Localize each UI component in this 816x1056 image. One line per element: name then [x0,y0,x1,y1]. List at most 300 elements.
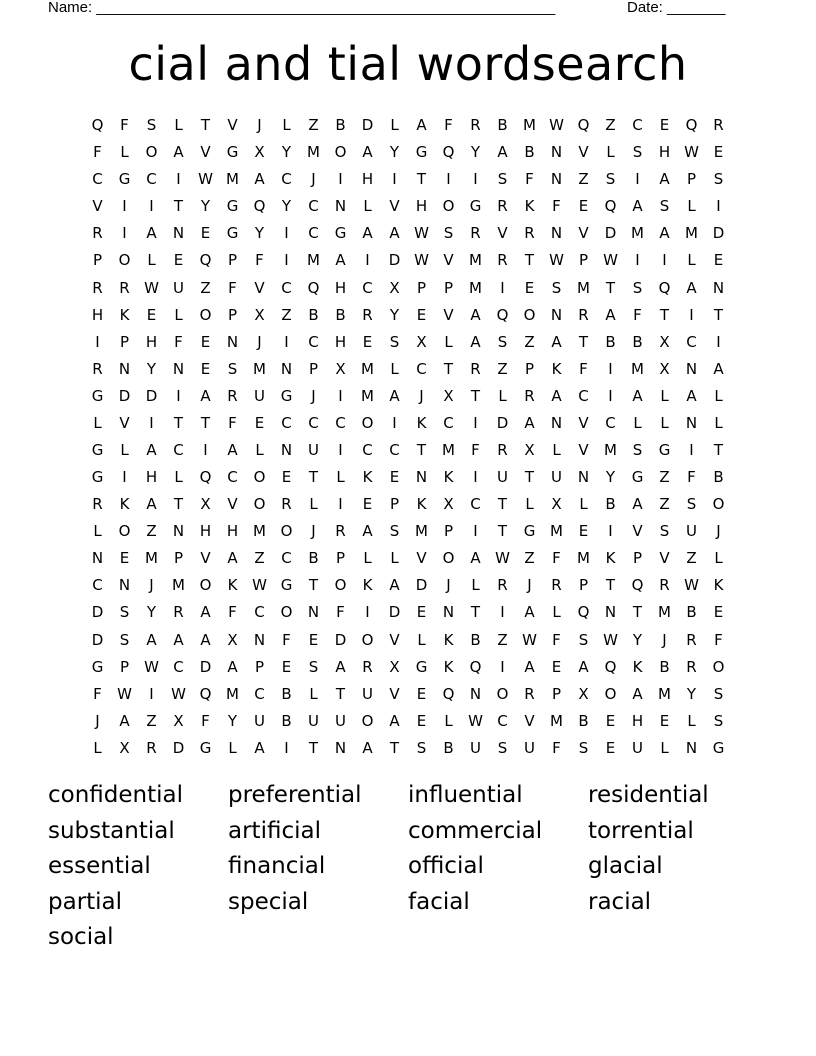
grid-letter: I [176,386,181,405]
grid-letter: T [605,278,616,297]
grid-letter: L [714,413,723,432]
grid-letter: W [198,170,213,189]
grid-letter: M [631,224,644,243]
grid-letter: V [389,630,400,649]
grid-letter: P [92,251,103,270]
grid-letter: Z [578,170,589,189]
grid-row [84,302,732,329]
grid-letter: D [118,386,131,405]
grid-letter: U [173,278,184,297]
grid-letter: Z [659,495,670,514]
grid-letter: Q [469,657,482,676]
word-item: influential [408,782,523,808]
grid-letter: A [119,711,130,730]
grid-letter: V [119,413,130,432]
grid-letter: S [146,116,157,135]
grid-letter: V [389,197,400,216]
grid-letter: O [199,576,212,595]
grid-letter: C [308,332,319,351]
grid-row [84,329,732,356]
grid-letter: R [119,278,130,297]
grid-letter: W [117,684,132,703]
grid-row [84,491,732,518]
grid-letter: G [280,386,293,405]
grid-letter: B [713,468,724,487]
grid-letter: D [415,576,428,595]
grid-letter: O [334,143,347,162]
grid-letter: A [713,359,724,378]
grid-letter: I [338,440,343,459]
grid-letter: D [334,630,347,649]
grid-letter: O [334,576,347,595]
grid-letter: E [416,684,427,703]
grid-letter: J [446,576,451,595]
grid-letter: B [335,305,346,324]
grid-letter: J [662,630,667,649]
grid-letter: I [392,170,397,189]
grid-letter: A [362,224,373,243]
grid-letter: W [414,251,429,270]
grid-letter: Z [524,332,535,351]
grid-letter: L [552,603,561,622]
grid-letter: T [200,413,211,432]
grid-letter: A [605,305,616,324]
grid-letter: M [469,251,482,270]
grid-letter: D [91,603,104,622]
grid-letter: Q [199,684,212,703]
grid-letter: E [713,603,724,622]
grid-letter: L [525,495,534,514]
grid-letter: L [687,197,696,216]
grid-letter: T [173,413,184,432]
grid-letter: D [91,630,104,649]
grid-letter: A [362,738,373,757]
grid-letter: L [93,413,102,432]
grid-letter: R [578,305,589,324]
grid-letter: I [284,738,289,757]
grid-letter: R [92,224,103,243]
grid-letter: R [497,251,508,270]
grid-letter: E [713,143,724,162]
grid-letter: U [308,440,319,459]
grid-letter: K [551,359,562,378]
grid-letter: L [552,440,561,459]
grid-letter: N [307,603,320,622]
date-field-label: Date: _______ [627,0,726,16]
grid-letter: U [686,522,697,541]
grid-letter: S [551,278,562,297]
grid-letter: S [389,522,400,541]
grid-letter: C [389,440,400,459]
grid-letter: A [389,224,400,243]
grid-letter: V [92,197,103,216]
grid-letter: C [281,170,292,189]
grid-letter: V [227,116,238,135]
grid-letter: I [284,332,289,351]
grid-letter: M [145,549,158,568]
grid-letter: X [524,440,535,459]
grid-letter: A [497,143,508,162]
grid-letter: A [578,657,589,676]
grid-letter: I [635,251,640,270]
grid-letter: K [227,576,238,595]
grid-letter: P [308,359,319,378]
grid-letter: T [659,305,670,324]
grid-letter: X [416,332,427,351]
grid-letter: B [281,711,292,730]
grid-letter: A [146,440,157,459]
grid-letter: K [632,657,643,676]
grid-letter: S [659,522,670,541]
grid-letter: Q [91,116,104,135]
grid-letter: A [146,224,157,243]
grid-letter: E [659,116,670,135]
grid-letter: E [659,711,670,730]
grid-letter: N [550,413,563,432]
grid-letter: N [469,684,482,703]
grid-letter: N [712,278,725,297]
grid-row [84,112,732,139]
grid-letter: M [658,603,671,622]
grid-letter: I [473,522,478,541]
grid-letter: L [228,738,237,757]
grid-letter: F [552,738,561,757]
grid-letter: N [550,305,563,324]
grid-letter: Q [442,143,455,162]
grid-letter: H [631,711,644,730]
grid-letter: I [176,170,181,189]
grid-letter: N [685,738,698,757]
grid-letter: C [497,711,508,730]
grid-letter: F [633,305,642,324]
grid-letter: T [578,332,589,351]
grid-letter: I [500,657,505,676]
grid-letter: C [146,170,157,189]
word-item: confidential [48,782,184,808]
grid-letter: G [523,522,536,541]
grid-letter: P [335,549,346,568]
word-list [48,778,788,956]
grid-letter: Y [632,630,643,649]
grid-letter: R [227,386,238,405]
grid-letter: C [416,359,427,378]
grid-letter: O [712,495,725,514]
grid-letter: T [443,359,454,378]
grid-letter: L [390,116,399,135]
grid-letter: N [685,413,698,432]
grid-letter: V [200,143,211,162]
grid-letter: L [714,386,723,405]
grid-letter: L [498,386,507,405]
grid-letter: Z [524,549,535,568]
grid-letter: D [145,386,158,405]
grid-letter: L [93,738,102,757]
grid-letter: X [227,630,238,649]
grid-letter: J [257,116,262,135]
grid-letter: L [255,440,264,459]
grid-letter: Y [605,468,616,487]
grid-letter: X [389,278,400,297]
grid-letter: E [200,332,211,351]
grid-letter: S [713,684,724,703]
grid-letter: L [120,143,129,162]
grid-letter: L [390,549,399,568]
grid-letter: W [414,224,429,243]
grid-letter: R [92,359,103,378]
grid-letter: Y [200,197,211,216]
grid-row [84,681,732,708]
grid-letter: P [551,684,562,703]
grid-letter: B [524,143,535,162]
grid-letter: S [713,170,724,189]
grid-letter: Z [497,359,508,378]
grid-letter: D [361,116,374,135]
letter-grid [84,112,732,762]
grid-letter: I [122,197,127,216]
grid-letter: S [119,603,130,622]
grid-letter: R [335,522,346,541]
grid-letter: E [254,413,265,432]
grid-letter: W [603,630,618,649]
grid-letter: I [392,413,397,432]
grid-letter: O [442,197,455,216]
grid-letter: V [416,549,427,568]
grid-letter: C [254,603,265,622]
grid-letter: D [604,224,617,243]
grid-letter: R [524,224,535,243]
grid-letter: X [443,495,454,514]
grid-letter: H [334,278,347,297]
grid-letter: G [118,170,131,189]
grid-letter: D [388,603,401,622]
grid-letter: F [444,116,453,135]
grid-letter: R [686,657,697,676]
grid-letter: K [605,549,616,568]
word-item: special [228,888,309,915]
grid-letter: I [365,251,370,270]
grid-letter: Q [658,278,671,297]
grid-letter: E [362,332,373,351]
word-item: financial [228,853,326,879]
grid-letter: M [415,522,428,541]
grid-letter: E [578,197,589,216]
grid-row [84,518,732,545]
grid-letter: Z [281,305,292,324]
grid-letter: A [335,657,346,676]
grid-letter: F [228,413,237,432]
grid-letter: S [632,440,643,459]
word-item: social [48,924,114,950]
grid-letter: K [443,468,454,487]
grid-letter: X [200,495,211,514]
word-item: glacial [588,853,663,879]
grid-letter: P [578,576,589,595]
word-item: residential [588,782,709,808]
grid-letter: J [311,170,316,189]
grid-row [84,139,732,166]
grid-letter: H [145,468,158,487]
word-item: official [408,853,484,879]
grid-letter: A [632,386,643,405]
grid-letter: T [200,116,211,135]
word-list-row [48,849,788,885]
grid-letter: P [389,495,400,514]
grid-letter: V [578,413,589,432]
grid-letter: A [362,143,373,162]
grid-letter: T [173,197,184,216]
grid-letter: J [419,386,424,405]
grid-letter: I [95,332,100,351]
grid-letter: M [550,522,563,541]
grid-letter: S [632,278,643,297]
grid-letter: G [226,197,239,216]
grid-letter: E [578,522,589,541]
grid-letter: Z [686,549,697,568]
grid-letter: N [91,549,104,568]
grid-letter: Q [577,116,590,135]
grid-letter: H [334,332,347,351]
grid-letter: Z [146,522,157,541]
grid-letter: P [173,549,184,568]
grid-letter: N [118,576,131,595]
grid-letter: M [172,576,185,595]
grid-letter: H [415,197,428,216]
grid-letter: U [470,738,481,757]
grid-letter: P [227,251,238,270]
grid-letter: A [551,386,562,405]
grid-letter: N [550,143,563,162]
grid-letter: A [470,305,481,324]
grid-letter: M [442,440,455,459]
word-item: commercial [408,817,543,844]
grid-letter: N [118,359,131,378]
grid-letter: L [444,332,453,351]
grid-letter: R [497,440,508,459]
grid-letter: C [362,440,373,459]
word-item: facial [408,888,470,915]
grid-letter: A [173,143,184,162]
grid-letter: B [605,495,616,514]
grid-letter: M [361,386,374,405]
grid-letter: I [500,278,505,297]
grid-letter: Q [307,278,320,297]
grid-letter: T [497,522,508,541]
word-list-row [48,778,788,814]
grid-letter: M [307,251,320,270]
grid-letter: N [442,603,455,622]
grid-letter: H [91,305,104,324]
page-title: cial and tial wordsearch [128,37,688,91]
grid-letter: Y [146,359,157,378]
grid-letter: L [471,576,480,595]
grid-letter: Q [442,684,455,703]
grid-letter: B [335,116,346,135]
grid-letter: L [282,116,291,135]
grid-letter: C [632,116,643,135]
grid-letter: T [524,468,535,487]
grid-letter: E [524,278,535,297]
grid-letter: L [147,251,156,270]
grid-letter: E [551,657,562,676]
grid-letter: O [361,711,374,730]
grid-letter: C [578,386,589,405]
grid-letter: W [549,116,564,135]
grid-letter: A [254,738,265,757]
grid-letter: A [686,278,697,297]
grid-letter: S [497,738,508,757]
grid-letter: E [605,711,616,730]
grid-letter: V [200,549,211,568]
grid-letter: T [605,576,616,595]
grid-letter: U [254,386,265,405]
grid-letter: L [390,359,399,378]
grid-letter: Q [199,468,212,487]
grid-letter: I [689,440,694,459]
grid-letter: H [145,332,158,351]
word-list-row [48,814,788,850]
grid-letter: E [713,251,724,270]
grid-letter: U [335,711,346,730]
grid-letter: A [632,197,643,216]
grid-letter: G [334,224,347,243]
grid-letter: P [524,359,535,378]
grid-letter: G [226,224,239,243]
grid-letter: R [524,386,535,405]
grid-letter: B [605,332,616,351]
grid-letter: S [416,738,427,757]
grid-letter: U [551,468,562,487]
grid-letter: A [632,684,643,703]
grid-letter: M [226,170,239,189]
grid-letter: S [632,143,643,162]
grid-letter: Y [470,143,481,162]
grid-letter: L [363,549,372,568]
grid-letter: W [549,251,564,270]
grid-letter: G [415,657,428,676]
grid-letter: X [119,738,130,757]
grid-letter: J [257,332,262,351]
grid-letter: F [201,711,210,730]
grid-letter: Y [281,143,292,162]
grid-letter: R [470,224,481,243]
grid-letter: I [365,603,370,622]
grid-letter: K [362,468,373,487]
word-list-row [48,885,788,921]
grid-letter: T [470,386,481,405]
grid-letter: X [443,386,454,405]
grid-letter: C [173,440,184,459]
grid-letter: E [362,495,373,514]
grid-letter: I [608,359,613,378]
grid-letter: A [389,576,400,595]
grid-letter: Q [604,657,617,676]
grid-letter: R [497,197,508,216]
grid-letter: I [716,197,721,216]
grid-letter: F [282,630,291,649]
grid-letter: N [550,170,563,189]
grid-letter: F [174,332,183,351]
grid-letter: E [416,603,427,622]
grid-letter: R [281,495,292,514]
grid-letter: N [577,468,590,487]
grid-letter: J [716,522,721,541]
grid-letter: K [362,576,373,595]
grid-letter: O [361,413,374,432]
grid-row [84,626,732,653]
grid-letter: X [254,305,265,324]
grid-letter: R [551,576,562,595]
grid-letter: S [497,170,508,189]
